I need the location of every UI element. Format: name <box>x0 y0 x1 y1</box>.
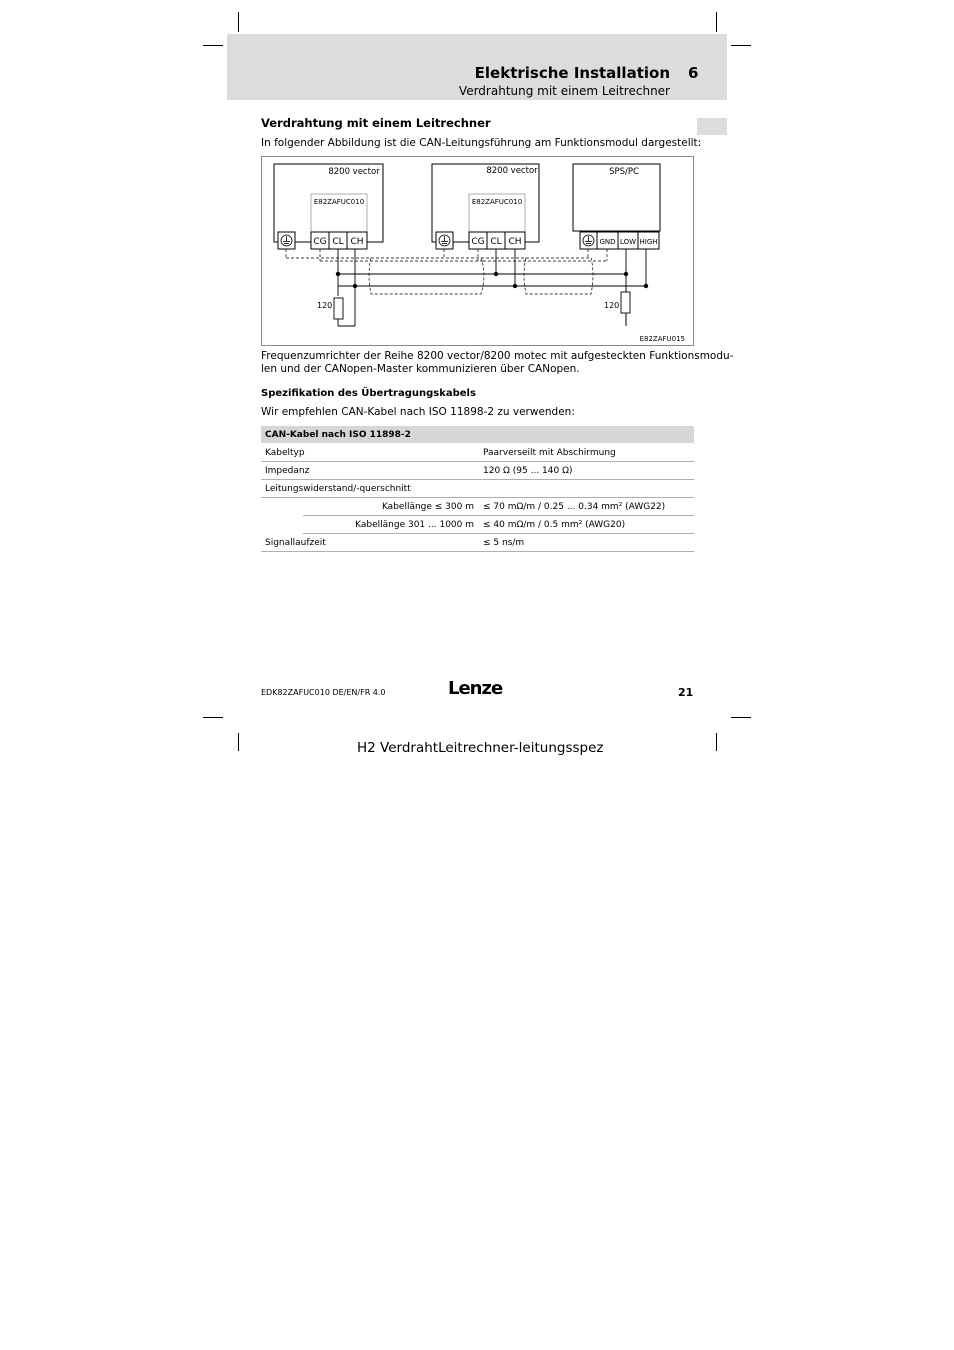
shield-wires <box>286 249 607 294</box>
spec-table <box>261 426 694 552</box>
device-3-label: SPS/PC <box>609 167 639 177</box>
resistor-left-label: 120 <box>317 301 333 310</box>
spec-heading: Spezifikation des Übertragungskabels <box>261 388 476 399</box>
crop-mark <box>238 12 239 32</box>
device-1-module: E82ZAFUC010 <box>313 198 365 206</box>
table-row <box>261 516 694 534</box>
table-cell-value: 120 Ω (95 ... 140 Ω) <box>479 462 695 480</box>
terminal-label: CL <box>490 237 502 247</box>
table-cell-label: Signallaufzeit <box>261 534 479 552</box>
chapter-number: 6 <box>688 64 699 82</box>
terminal-label: CH <box>508 237 522 247</box>
page-number: 21 <box>678 686 694 699</box>
section-intro: In folgender Abbildung ist die CAN-Leitungsführung am Funktionsmodul dargestellt: <box>261 137 702 149</box>
terminal-label: CG <box>313 237 327 247</box>
terminal-label: CG <box>471 237 485 247</box>
device-1-label: 8200 vector <box>328 167 380 177</box>
resistor-right <box>604 292 630 313</box>
figure-id: E82ZAFU015 <box>639 335 685 343</box>
device-2 <box>432 164 539 249</box>
table-row <box>261 480 694 498</box>
device-2-module: E82ZAFUC010 <box>471 198 523 206</box>
table-cell-label: Kabeltyp <box>261 444 479 462</box>
crop-mark <box>203 717 223 718</box>
table-header-row <box>261 426 694 444</box>
thumb-tab <box>697 118 727 135</box>
terminal-label: HIGH <box>639 238 658 246</box>
chapter-subtitle: Verdrahtung mit einem Leitrechner <box>458 84 670 98</box>
terminal-label: LOW <box>619 238 637 246</box>
description-line-2: len und der CANopen-Master kommunizieren über CANopen. <box>261 363 580 375</box>
page-caption: H2 VerdrahtLeitrechner-leitungsspez <box>357 740 604 756</box>
crop-mark <box>731 45 751 46</box>
footer-doc-id: EDK82ZAFUC010 DE/EN/FR 4.0 <box>261 688 386 697</box>
table-title: CAN-Kabel nach ISO 11898-2 <box>261 426 694 444</box>
crop-mark <box>238 733 239 751</box>
can-signal-wires <box>338 249 646 326</box>
table-row <box>261 534 694 552</box>
terminal-label: CL <box>332 237 344 247</box>
device-2-label: 8200 vector <box>486 166 538 176</box>
terminal-label: CH <box>350 237 364 247</box>
crop-mark <box>731 717 751 718</box>
table-row <box>261 444 694 462</box>
table-cell-label: Leitungswiderstand/-querschnitt <box>261 480 479 498</box>
crop-mark <box>716 12 717 32</box>
crop-mark <box>203 45 223 46</box>
table-cell-label: Kabellänge ≤ 300 m <box>303 498 479 516</box>
chapter-title: Elektrische Installation <box>474 64 670 82</box>
table-row <box>261 498 694 516</box>
device-1 <box>274 164 383 249</box>
lenze-logo: Lenze <box>448 678 503 699</box>
table-cell-value: ≤ 5 ns/m <box>479 534 695 552</box>
spec-intro: Wir empfehlen CAN-Kabel nach ISO 11898-2 zu verwenden: <box>261 406 575 418</box>
table-cell-value: ≤ 40 mΩ/m / 0.5 mm² (AWG20) <box>479 516 695 534</box>
table-cell-label: Kabellänge 301 ... 1000 m <box>303 516 479 534</box>
resistor-left <box>317 298 343 319</box>
section-heading: Verdrahtung mit einem Leitrechner <box>261 116 491 130</box>
table-cell-value: Paarverseilt mit Abschirmung <box>479 444 695 462</box>
crop-mark <box>716 733 717 751</box>
table-row <box>261 462 694 480</box>
description-line-1: Frequenzumrichter der Reihe 8200 vector/8200 motec mit aufgesteckten Funktionsmodu- <box>261 350 734 362</box>
terminal-label: GND <box>599 238 616 246</box>
table-cell-value: ≤ 70 mΩ/m / 0.25 ... 0.34 mm² (AWG22) <box>479 498 695 516</box>
wiring-diagram <box>261 156 694 346</box>
table-cell-value <box>479 480 695 498</box>
table-cell-label: Impedanz <box>261 462 479 480</box>
device-3 <box>573 164 660 249</box>
resistor-right-label: 120 <box>604 301 620 310</box>
